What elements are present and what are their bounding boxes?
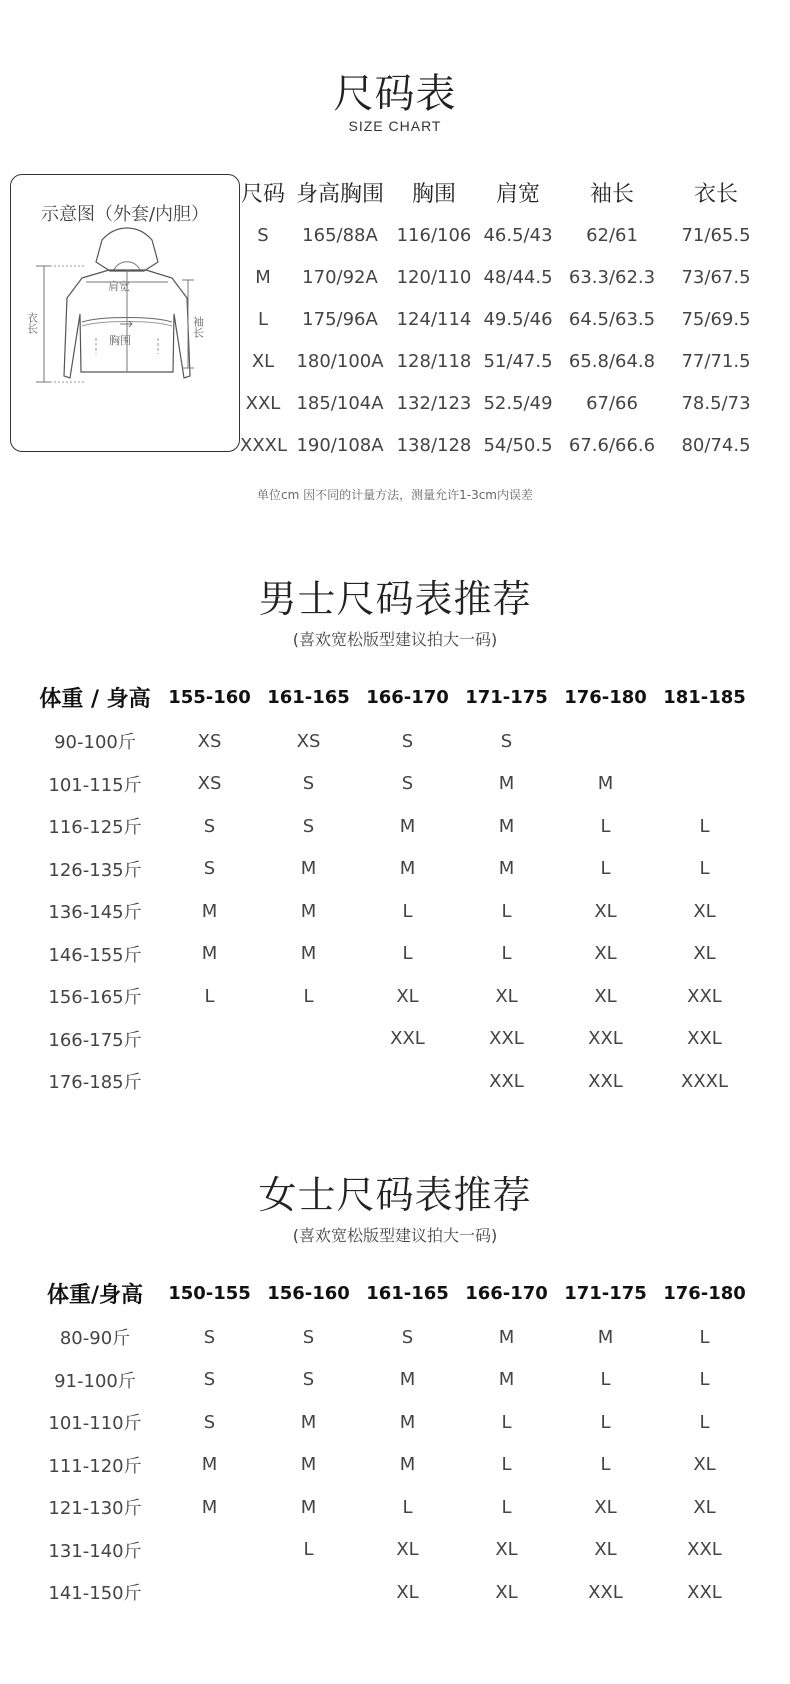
size-cell: M — [399, 858, 416, 880]
size-cell: L — [303, 985, 314, 1007]
table-row — [240, 382, 770, 424]
size-cell: XL — [396, 1581, 419, 1603]
chest-cell: 138/128 — [396, 434, 472, 456]
size-chart-subtitle: SIZE CHART — [348, 118, 442, 134]
shoulder-cell: 52.5/49 — [483, 392, 553, 414]
size-cell: L — [257, 308, 269, 330]
size-chart-title: 尺码表 — [333, 71, 457, 117]
table-row — [30, 1359, 770, 1402]
size-cell: M — [300, 1454, 317, 1476]
size-cell: M — [498, 1326, 515, 1348]
size-cell: L — [501, 1454, 512, 1476]
size-cell: M — [300, 1496, 317, 1518]
size-cell: S — [401, 1326, 414, 1348]
size-cell: XXL — [687, 1581, 722, 1603]
size-cell: XXL — [687, 985, 722, 1007]
size-cell: S — [203, 858, 216, 880]
men-size-title: 男士尺码表推荐 — [258, 577, 532, 621]
size-cell: XL — [594, 1496, 617, 1518]
header-shoulder: 肩宽 — [495, 181, 540, 207]
size-cell: XXL — [588, 1581, 623, 1603]
size-cell: S — [500, 730, 513, 752]
table-row — [30, 1018, 770, 1061]
size-cell: XS — [197, 773, 222, 795]
men-height-range: 166-170 — [366, 686, 449, 708]
length-cell: 78.5/73 — [681, 392, 751, 414]
size-cell: S — [203, 815, 216, 837]
size-cell: L — [402, 1496, 413, 1518]
diagram-title: 示意图（外套/内胆） — [40, 204, 210, 225]
size-cell: L — [699, 858, 710, 880]
shoulder-cell: 51/47.5 — [483, 350, 553, 372]
weight-cell: 131-140斤 — [48, 1540, 142, 1562]
size-cell: S — [203, 1369, 216, 1391]
chest-label: 胸围 — [109, 334, 131, 347]
size-cell: M — [255, 266, 271, 288]
size-cell: L — [501, 900, 512, 922]
size-cell: M — [597, 1326, 614, 1348]
weight-cell: 90-100斤 — [54, 732, 136, 754]
size-cell: XL — [594, 1539, 617, 1561]
size-cell: XXL — [687, 1028, 722, 1050]
shoulder-label: 肩宽 — [108, 280, 130, 293]
women-weight-height-label: 体重/身高 — [46, 1282, 144, 1308]
size-cell: XL — [693, 900, 716, 922]
size-cell: L — [501, 1411, 512, 1433]
women-height-range: 176-180 — [663, 1282, 746, 1304]
weight-cell: 146-155斤 — [48, 944, 142, 966]
table-row — [240, 424, 770, 466]
weight-cell: 121-130斤 — [48, 1498, 142, 1520]
height-chest-cell: 190/108A — [296, 434, 384, 456]
table-row — [30, 933, 770, 976]
sleeve-cell: 64.5/63.5 — [568, 308, 656, 330]
height-chest-cell: 180/100A — [296, 350, 384, 372]
table-row — [30, 1401, 770, 1444]
size-cell: L — [402, 900, 413, 922]
size-cell: XXXL — [680, 1070, 729, 1092]
weight-cell: 176-185斤 — [48, 1072, 142, 1094]
size-cell: M — [498, 858, 515, 880]
size-cell: S — [401, 730, 414, 752]
size-cell: M — [300, 858, 317, 880]
table-row — [30, 1316, 770, 1359]
header-length: 衣长 — [693, 181, 738, 207]
size-cell: L — [600, 858, 611, 880]
women-size-subtitle: (喜欢宽松版型建议拍大一码) — [292, 1226, 498, 1245]
size-cell: L — [402, 943, 413, 965]
size-cell: M — [300, 900, 317, 922]
size-cell: XL — [594, 900, 617, 922]
chest-cell: 128/118 — [396, 350, 472, 372]
table-row — [30, 890, 770, 933]
size-cell: XXL — [245, 392, 281, 414]
women-height-range: 161-165 — [366, 1282, 449, 1304]
size-cell: M — [399, 1411, 416, 1433]
sleeve-cell: 65.8/64.8 — [568, 350, 656, 372]
size-cell: L — [699, 1326, 710, 1348]
table-row — [30, 1444, 770, 1487]
size-chart-table — [240, 170, 770, 460]
size-cell: M — [399, 815, 416, 837]
table-row — [30, 975, 770, 1018]
size-cell: M — [498, 815, 515, 837]
weight-cell: 126-135斤 — [48, 859, 142, 881]
women-height-range: 166-170 — [465, 1282, 548, 1304]
size-cell: L — [501, 1496, 512, 1518]
women-size-table — [30, 1270, 770, 1614]
men-size-subtitle: (喜欢宽松版型建议拍大一码) — [292, 630, 498, 649]
size-cell: L — [600, 815, 611, 837]
table-row — [240, 298, 770, 340]
size-cell: M — [201, 943, 218, 965]
size-cell: XXL — [489, 1070, 524, 1092]
size-cell: M — [399, 1454, 416, 1476]
women-size-title: 女士尺码表推荐 — [258, 1173, 532, 1217]
size-cell: S — [302, 1326, 315, 1348]
weight-cell: 101-115斤 — [48, 774, 142, 796]
size-cell: M — [201, 1454, 218, 1476]
size-cell: L — [303, 1539, 314, 1561]
size-cell: L — [204, 985, 215, 1007]
table-row — [240, 340, 770, 382]
weight-cell: 166-175斤 — [48, 1029, 142, 1051]
size-cell: XL — [693, 1454, 716, 1476]
size-cell: XL — [594, 985, 617, 1007]
length-label: 衣长 — [25, 312, 39, 334]
size-cell: XXL — [588, 1028, 623, 1050]
size-cell: M — [201, 1496, 218, 1518]
size-cell: XXL — [489, 1028, 524, 1050]
header-sleeve: 袖长 — [589, 181, 634, 207]
weight-cell: 101-110斤 — [48, 1413, 142, 1435]
sleeve-label: 袖长 — [191, 316, 205, 338]
shoulder-cell: 49.5/46 — [483, 308, 553, 330]
shoulder-cell: 54/50.5 — [483, 434, 553, 456]
height-chest-cell: 170/92A — [302, 266, 378, 288]
weight-cell: 141-150斤 — [48, 1583, 142, 1605]
women-height-range: 171-175 — [564, 1282, 647, 1304]
header-size: 尺码 — [240, 181, 285, 207]
size-cell: M — [498, 1369, 515, 1391]
men-size-table — [30, 674, 770, 1103]
size-cell: XL — [396, 985, 419, 1007]
shoulder-cell: 48/44.5 — [483, 266, 553, 288]
size-cell: L — [501, 943, 512, 965]
table-row — [30, 720, 770, 763]
size-cell: XL — [495, 1581, 518, 1603]
size-cell: S — [302, 773, 315, 795]
size-cell: XS — [296, 730, 321, 752]
table-row — [30, 1571, 770, 1614]
size-cell: M — [597, 773, 614, 795]
table-row — [30, 805, 770, 848]
measurement-note: 单位cm 因不同的计量方法，测量允许1-3cm内误差 — [257, 488, 533, 502]
size-cell: XXXL — [240, 434, 288, 456]
chest-cell: 132/123 — [396, 392, 472, 414]
size-cell: XXL — [588, 1070, 623, 1092]
table-row — [30, 1529, 770, 1572]
height-chest-cell: 185/104A — [296, 392, 384, 414]
sleeve-cell: 67.6/66.6 — [568, 434, 656, 456]
jacket-diagram — [24, 226, 230, 432]
length-cell: 71/65.5 — [681, 224, 751, 246]
size-cell: XXL — [390, 1028, 425, 1050]
size-chart-header-row — [240, 170, 770, 214]
size-cell: XS — [197, 730, 222, 752]
header-height-chest: 身高胸围 — [295, 181, 384, 207]
size-cell: S — [302, 1369, 315, 1391]
sleeve-cell: 62/61 — [586, 224, 638, 246]
sleeve-cell: 63.3/62.3 — [568, 266, 656, 288]
table-row — [240, 214, 770, 256]
size-cell: L — [600, 1411, 611, 1433]
size-cell: XL — [495, 985, 518, 1007]
chest-cell: 116/106 — [396, 224, 472, 246]
table-row — [30, 1486, 770, 1529]
weight-cell: 111-120斤 — [48, 1455, 142, 1477]
height-chest-cell: 165/88A — [302, 224, 378, 246]
size-cell: M — [300, 943, 317, 965]
header-chest: 胸围 — [411, 181, 456, 207]
length-cell: 77/71.5 — [681, 350, 751, 372]
table-row — [30, 848, 770, 891]
men-height-range: 155-160 — [168, 686, 251, 708]
sleeve-cell: 67/66 — [586, 392, 638, 414]
size-cell: L — [699, 815, 710, 837]
size-cell: S — [203, 1326, 216, 1348]
size-cell: L — [600, 1369, 611, 1391]
size-cell: S — [257, 224, 269, 246]
women-header-row — [30, 1270, 770, 1316]
women-height-range: 156-160 — [267, 1282, 350, 1304]
men-height-range: 161-165 — [267, 686, 350, 708]
size-cell: M — [300, 1411, 317, 1433]
size-cell: XL — [693, 943, 716, 965]
weight-cell: 156-165斤 — [48, 987, 142, 1009]
weight-cell: 80-90斤 — [59, 1328, 131, 1350]
table-row — [30, 763, 770, 806]
size-cell: L — [699, 1369, 710, 1391]
height-chest-cell: 175/96A — [302, 308, 378, 330]
length-cell: 73/67.5 — [681, 266, 751, 288]
table-row — [30, 1060, 770, 1103]
length-cell: 75/69.5 — [681, 308, 751, 330]
length-cell: 80/74.5 — [681, 434, 751, 456]
size-cell: S — [401, 773, 414, 795]
table-row — [240, 256, 770, 298]
size-cell: XXL — [687, 1539, 722, 1561]
weight-cell: 116-125斤 — [48, 817, 142, 839]
chest-cell: 124/114 — [396, 308, 472, 330]
size-cell: XL — [495, 1539, 518, 1561]
size-cell: L — [600, 1454, 611, 1476]
size-cell: M — [201, 900, 218, 922]
size-cell: XL — [693, 1496, 716, 1518]
men-header-row — [30, 674, 770, 720]
size-cell: S — [302, 815, 315, 837]
size-cell: M — [498, 773, 515, 795]
size-cell: S — [203, 1411, 216, 1433]
size-cell: L — [699, 1411, 710, 1433]
shoulder-cell: 46.5/43 — [483, 224, 553, 246]
size-cell: XL — [251, 350, 275, 372]
weight-cell: 136-145斤 — [48, 902, 142, 924]
size-cell: M — [399, 1369, 416, 1391]
men-height-range: 181-185 — [663, 686, 746, 708]
men-height-range: 176-180 — [564, 686, 647, 708]
weight-cell: 91-100斤 — [54, 1370, 136, 1392]
chest-cell: 120/110 — [396, 266, 472, 288]
size-cell: XL — [594, 943, 617, 965]
men-height-range: 171-175 — [465, 686, 548, 708]
men-weight-height-label: 体重 / 身高 — [39, 686, 151, 712]
size-cell: XL — [396, 1539, 419, 1561]
women-height-range: 150-155 — [168, 1282, 251, 1304]
